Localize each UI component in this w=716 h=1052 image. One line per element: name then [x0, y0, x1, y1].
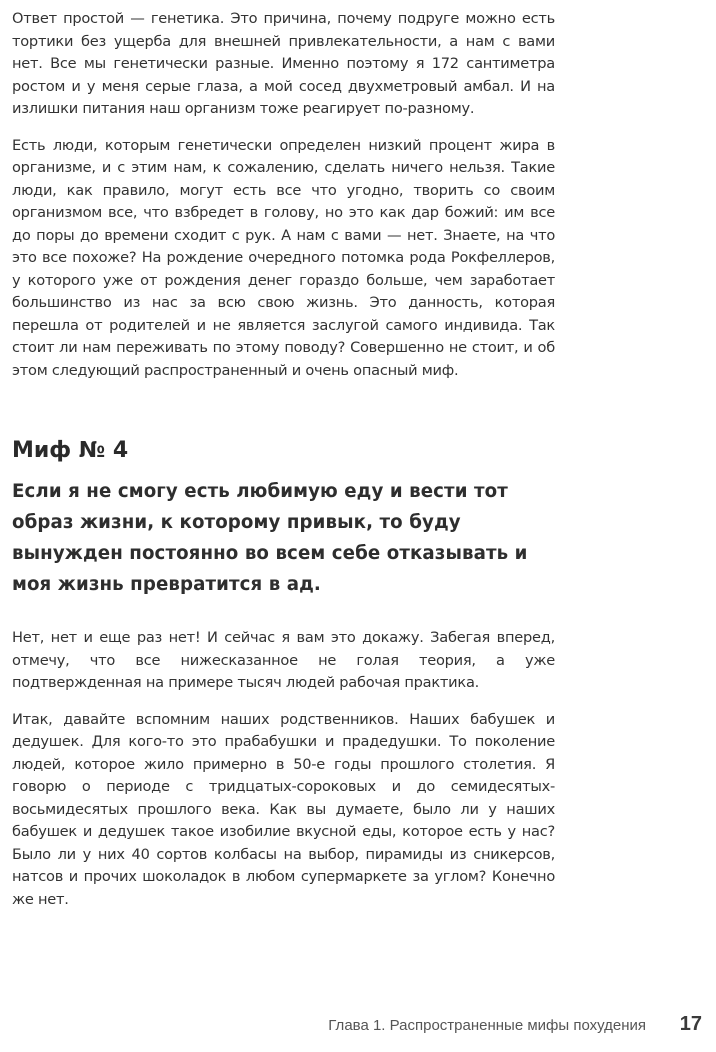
myth-statement: Если я не смогу есть любимую еду и вести тот образ жизни, к которому привык, то буду вынужден постоянно во всем себе отказывать и моя жизнь превратится в ад. [12, 481, 528, 595]
page-number: 17 [679, 1013, 702, 1035]
myth-heading: Миф № 4 [12, 438, 129, 463]
page-footer [0, 1013, 716, 1043]
paragraph-low-fat-people: Есть люди, которым генетически определен низкий процент жира в организме, и с этим нам, к сожалению, сделать ничего нельзя. Такие люди, как правило, могут есть все что угодно, творить со своим организмом все, что взбредет в голову, но это как дар божий: им все до поры до времени сходит с рук. А нам с вами — нет. Знаете, на что это все похоже? На рождение очередного потомка рода Рокфеллеров, у которого уже от рождения денег гораздо больше, чем заработает большинство из нас за всю свою жизнь. Это данность, которая перешла от родителей и не является заслугой самого индивида. Так стоит ли нам переживать по этому поводу? Совершенно не стоит, и об этом следующий распространенный и очень опасный миф. [12, 136, 555, 379]
paragraph-rebuttal: Нет, нет и еще раз нет! И сейчас я вам это докажу. Забегая вперед, отмечу, что все нижесказанное не голая теория, а уже подтвержденная на примере тысяч людей рабочая практика. [12, 629, 555, 691]
paragraph-genetics: Ответ простой — генетика. Это причина, почему подруге можно есть тортики без ущерба для внешней привлекательности, а нам с вами нет. Все мы генетически разные. Именно поэтому я 172 сантиметра ростом и у меня серые глаза, а мой сосед двухметровый амбал. И на излишки питания наш организм тоже реагирует по-разному. [12, 10, 555, 117]
page-content [12, 8, 555, 911]
paragraph-grandparents: Итак, давайте вспомним наших родственников. Наших бабушек и дедушек. Для кого-то это прабабушки и прадедушки. То поколение людей, которое жило примерно в 50-е годы прошлого столетия. Я говорю о периоде с тридцатых-сороковых и до семидесятых-восьмидесятых прошлого века. Как вы думаете, было ли у наших бабушек и дедушек такое изобилие вкусной еды, которое есть у нас? Было ли у них 40 сортов колбасы на выбор, пирамиды из сникерсов, натсов и прочих шоколадок в любом супермаркете за углом? Конечно же нет. [12, 710, 555, 908]
chapter-title: Глава 1. Распространенные мифы похудения [328, 1017, 646, 1034]
